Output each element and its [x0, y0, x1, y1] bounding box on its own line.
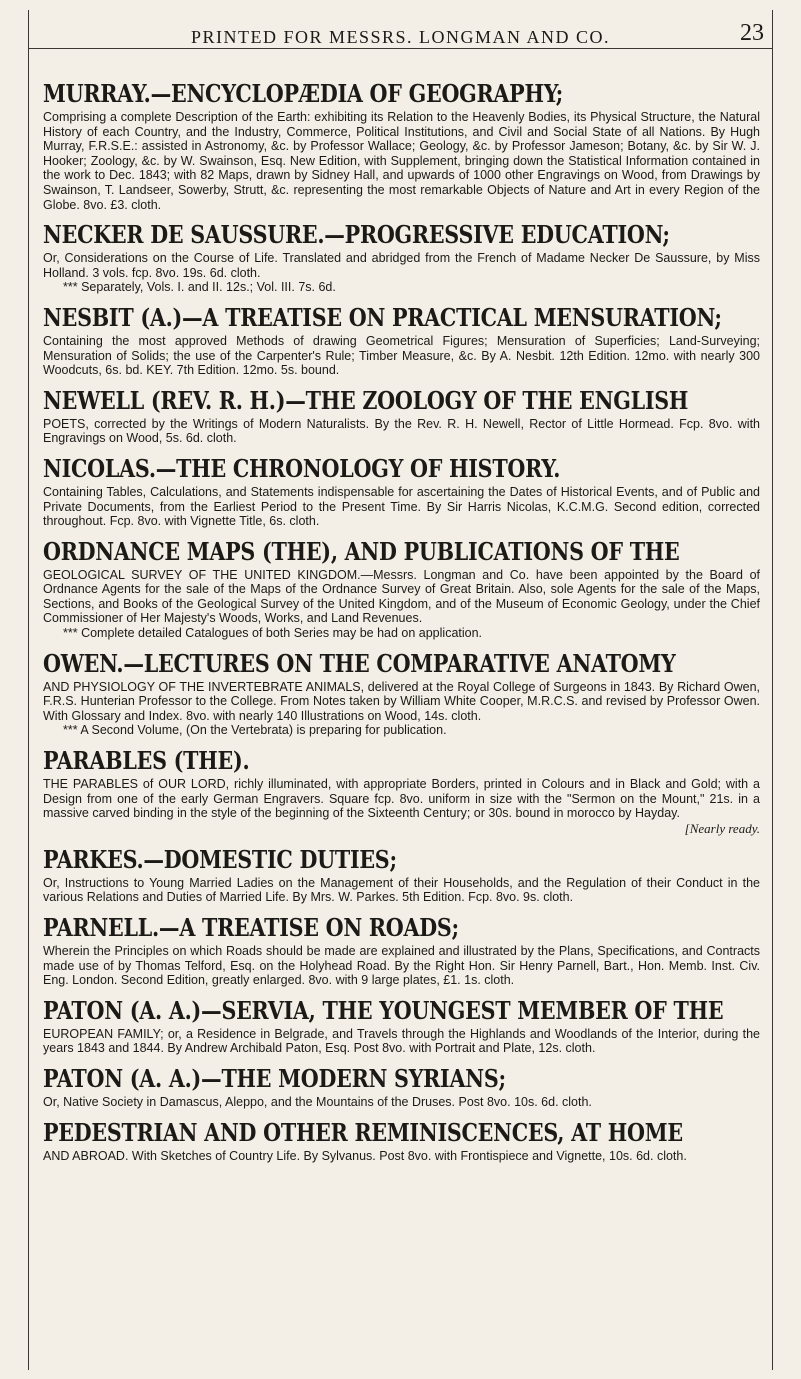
entries-list — [43, 49, 760, 1163]
entry-description: AND PHYSIOLOGY OF THE INVERTEBRATE ANIMALS, delivered at the Royal College of Surgeons in 1843. By Richard Owen, F.R.S. Hunterian Professor to the College. From Notes taken by William White Cooper, M.R.C.S. and revised by Professor Owen. With Glossary and Index. 8vo. with nearly 140 Illustrations on Wood, 14s. cloth. — [43, 679, 760, 723]
catalogue-entry — [43, 222, 760, 295]
entry-title: NESBIT (A.)—A TREATISE ON PRACTICAL MENSURATION; — [43, 302, 722, 332]
entry-description: Or, Considerations on the Course of Life. Translated and abridged from the French of Madame Necker De Saussure, by Miss Holland. 3 vols. fcp. 8vo. 19s. 6d. cloth. — [43, 251, 760, 280]
entry-note: *** Complete detailed Catalogues of both Series may be had on application. — [63, 626, 483, 641]
entry-title: PARKES.—DOMESTIC DUTIES; — [43, 844, 397, 874]
entry-description: Or, Instructions to Young Married Ladies on the Management of their Households, and the Regulation of their Conduct in the various Relations and Duties of Married Life. By Mrs. W. Parkes. 5th Edition. Fcp. 8vo. 9s. cloth. — [43, 875, 760, 905]
catalogue-entry — [43, 536, 760, 641]
entry-description: THE PARABLES of OUR LORD, richly illuminated, with appropriate Borders, printed in Colours and in Black and Gold; with a Design from one of the early German Engravers. Square fcp. 8vo. uniform in size with the "Sermon on the Mount," 21s. in a massive carved binding in the style of the beginning of the Sixteenth Century; or 30s. bound in morocco by Hayday. — [43, 777, 760, 821]
entry-note: *** A Second Volume, (On the Vertebrata) is preparing for publication. — [63, 723, 447, 738]
entry-description: POETS, corrected by the Writings of Modern Naturalists. By the Rev. R. H. Newell, Rector of Little Hormead. Fcp. 8vo. with Engravings on Wood, 5s. 6d. cloth. — [43, 416, 760, 446]
entry-title: NICOLAS.—THE CHRONOLOGY OF HISTORY. — [43, 453, 561, 483]
catalogue-entry — [43, 385, 760, 446]
catalogue-entry — [43, 648, 760, 738]
entry-description: Containing the most approved Methods of drawing Geometrical Figures; Mensuration of Superficies; Land-Surveying; Mensuration of Solids; the use of the Carpenter's Rule; Timber Measure, &c. By A. Nesbit. 12th Edition. 12mo. with nearly 300 Woodcuts, 6s. bd. KEY. 7th Edition. 12mo. 5s. bound. — [43, 333, 760, 378]
entry-note: *** Separately, Vols. I. and II. 12s.; Vol. III. 7s. 6d. — [63, 280, 336, 295]
catalogue-entry — [43, 1117, 760, 1164]
entry-description: AND ABROAD. With Sketches of Country Life. By Sylvanus. Post 8vo. with Frontispiece and Vignette, 10s. 6d. cloth. — [43, 1148, 687, 1163]
page-number: 23 — [740, 20, 764, 46]
catalogue-entry — [43, 748, 760, 837]
entry-title: PEDESTRIAN AND OTHER REMINISCENCES, AT HOME — [43, 1117, 683, 1147]
entry-title: NECKER DE SAUSSURE.—PROGRESSIVE EDUCATION; — [43, 220, 670, 250]
catalogue-entry — [43, 453, 760, 529]
running-header — [29, 10, 772, 49]
entry-description: EUROPEAN FAMILY; or, a Residence in Belgrade, and Travels through the Highlands and Woodlands of the Interior, during the years 1843 and 1844. By Andrew Archibald Paton, Esq. Post 8vo. with Portrait and Plate, 12s. cloth. — [43, 1026, 760, 1056]
header-title: PRINTED FOR MESSRS. LONGMAN AND CO. — [190, 27, 611, 47]
entry-title: OWEN.—LECTURES ON THE COMPARATIVE ANATOMY — [43, 648, 676, 678]
entry-title: PATON (A. A.)—THE MODERN SYRIANS; — [43, 1063, 506, 1093]
entry-status: [Nearly ready. — [684, 820, 760, 836]
entry-title: ORDNANCE MAPS (THE), AND PUBLICATIONS OF THE — [43, 536, 680, 566]
entry-title: NEWELL (REV. R. H.)—THE ZOOLOGY OF THE ENGLISH — [43, 385, 689, 415]
catalogue-page — [28, 10, 773, 1370]
entry-description: GEOLOGICAL SURVEY OF THE UNITED KINGDOM.—Messrs. Longman and Co. have been appointed by the Board of Ordnance Agents for the sale of the Maps of the Ordnance Survey of Great Britain. Also, sole Agents for the sale of the Maps, Sections, and Books of the Geological Survey of the United Kingdom, and of the Museum of Economic Geology, under the Chief Commissioner of Her Majesty's Woods, Works, and Land Revenues. — [43, 567, 760, 626]
entry-description: Containing Tables, Calculations, and Statements indispensable for ascertaining the Dates of Historical Events, and of Public and Private Documents, from the Earliest Period to the Present Time. By Sir Harris Nicolas, K.C.M.G. Second edition, corrected throughout. Fcp. 8vo. with Vignette Title, 6s. cloth. — [43, 484, 760, 529]
entry-title: PATON (A. A.)—SERVIA, THE YOUNGEST MEMBER OF THE — [43, 995, 724, 1025]
entry-title: PARABLES (THE). — [43, 746, 250, 776]
entry-description: Wherein the Principles on which Roads should be made are explained and illustrated by the Plans, Specifications, and Contracts made use of by Thomas Telford, Esq. on the Holyhead Road. By the Right Hon. Sir Henry Parnell, Bart., Hon. Memb. Inst. Civ. Eng. London. Second Edition, greatly enlarged. 8vo. with 9 large plates, £1. 1s. cloth. — [43, 944, 760, 988]
entry-description: Comprising a complete Description of the Earth: exhibiting its Relation to the Heavenly Bodies, its Physical Structure, the Natural History of each Country, and the Industry, Commerce, Political Institutions, and Civil and Social State of all Nations. By Hugh Murray, F.R.S.E.: assisted in Astronomy, &c. by Professor Wallace; Geology, &c. by Professor Jameson; Botany, &c. by Sir W. J. Hooker; Zoology, &c. by W. Swainson, Esq. New Edition, with Supplement, bringing down the Statistical Information contained in the work to Dec. 1843; with 82 Maps, drawn by Sidney Hall, and upwards of 1000 other Engravings on Wood, from Drawings by Swainson, T. Landseer, Sowerby, Strutt, &c. representing the most remarkable Objects of Nature and Art in every Region of the Globe. 8vo. £3. cloth. — [43, 110, 760, 212]
entry-description: Or, Native Society in Damascus, Aleppo, and the Mountains of the Druses. Post 8vo. 10s. 6d. cloth. — [43, 1094, 592, 1109]
catalogue-entry — [43, 81, 760, 212]
entry-title: PARNELL.—A TREATISE ON ROADS; — [43, 913, 459, 942]
entry-title: MURRAY.—ENCYCLOPÆDIA OF GEOGRAPHY; — [43, 79, 563, 108]
catalogue-entry — [43, 915, 760, 988]
catalogue-entry — [43, 1063, 760, 1110]
catalogue-entry — [43, 995, 760, 1056]
catalogue-entry — [43, 302, 760, 378]
catalogue-entry — [43, 844, 760, 905]
